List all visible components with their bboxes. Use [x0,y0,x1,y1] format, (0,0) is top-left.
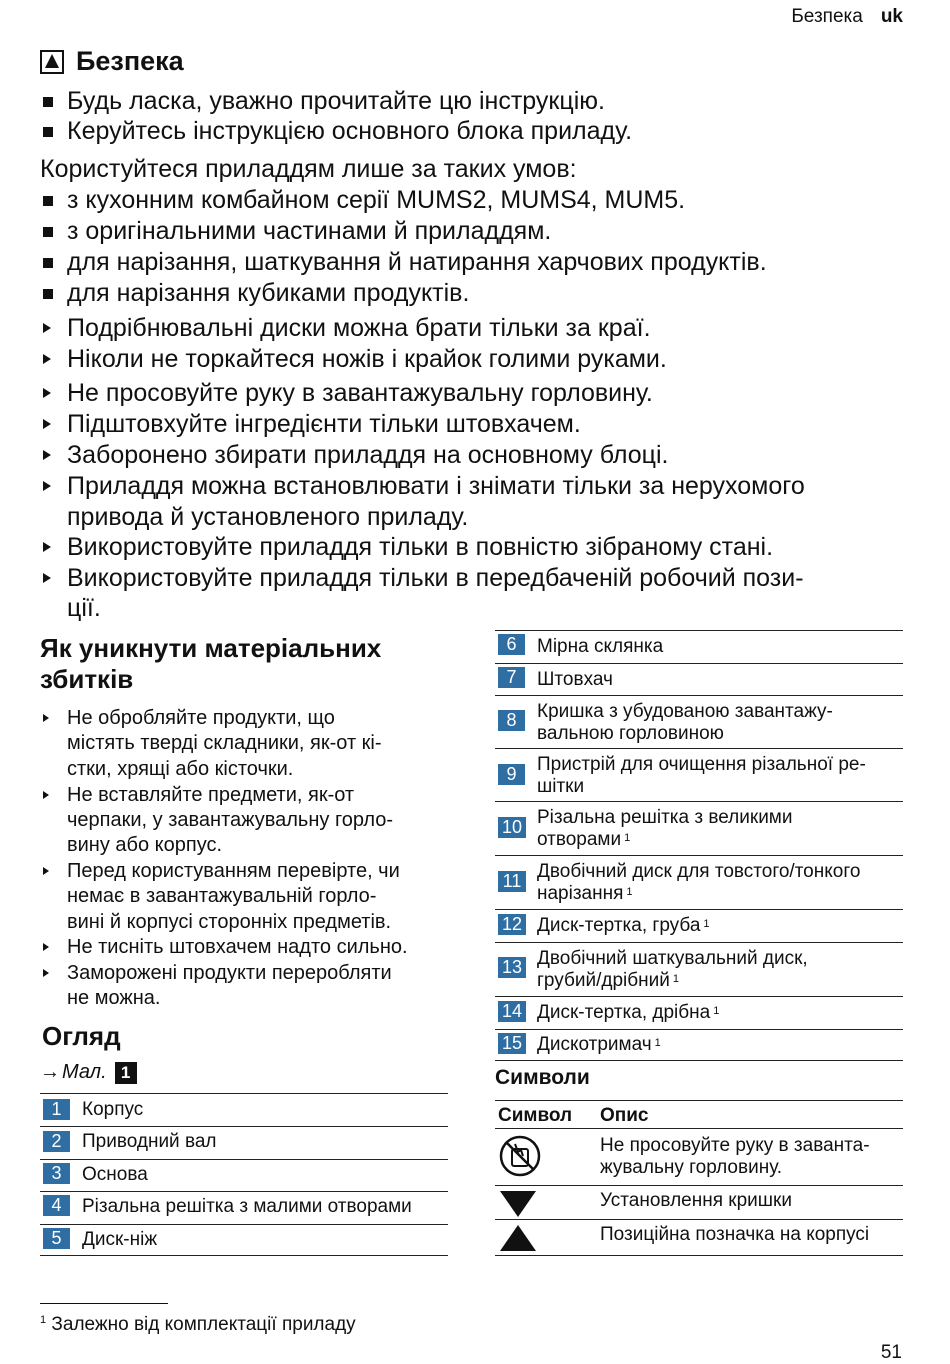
warning-item: Подрібнювальні диски можна брати тільки за краї. [67,314,651,342]
bullet-square-icon [43,97,53,107]
part-label: Корпус [82,1099,144,1120]
bullet-square-icon [43,258,53,268]
warning-icon [40,50,64,74]
table-row [495,1128,903,1185]
damage-line: Заморожені продукти переробляти [67,962,392,984]
part-number: 8 [498,710,525,731]
footnote-divider [40,1303,168,1304]
bullet-square-icon [43,227,53,237]
symbols-title: Символи [495,1066,590,1089]
part-number: 15 [498,1033,526,1054]
warning-item: Підштовхуйте інгредієнти тільки штовхачем. [67,410,581,438]
safety-title-text: Безпека [76,46,184,76]
table-row [495,748,903,801]
part-number: 2 [43,1131,70,1152]
warning-item: Ніколи не торкайтеся ножів і крайок голими руками. [67,345,667,373]
part-label: Диск-ніж [82,1229,158,1250]
footnote-marker: 1 [626,886,633,898]
condition-bullet: з оригінальними частинами й приладдям. [67,217,552,245]
damage-line: Не вставляйте предмети, як-от [67,784,355,806]
symbol-desc: Позиційна позначка на корпусі [600,1224,870,1245]
footnote-marker: 1 [703,918,710,930]
part-label: Штовхач [537,669,613,690]
condition-bullet: для нарізання, шаткування й натирання харчових продуктів. [67,248,767,276]
damage-line: стки, хрящі або кісточки. [67,758,294,780]
header-lang: uk [880,6,903,27]
part-label: Мірна склянка [537,636,664,657]
damage-line: не можна. [67,987,161,1009]
table-row [40,1093,448,1126]
bullet-triangle-icon [43,573,51,583]
table-row [40,1191,448,1224]
part-label-cont: шітки [537,776,585,797]
part-number: 11 [498,871,526,892]
bullet-triangle-icon [43,969,49,977]
damage-title-line1: Як уникнути матеріальних [40,633,382,663]
warning-item: Використовуйте приладдя тільки в передбаченій робочий пози- [67,564,804,592]
damage-line: містять тверді складники, як-от кі- [67,732,382,754]
conditions-intro: Користуйтеся приладдям лише за таких умов: [40,155,577,183]
part-label-cont: вальною горловиною [537,723,724,744]
footnote [40,1314,356,1336]
table-row [495,855,903,909]
part-label: Основа [82,1164,148,1185]
bullet-square-icon [43,127,53,137]
part-label: Різальна решітка з малими отворами [82,1196,412,1217]
footnote-text: Залежно від комплектації приладу [51,1314,356,1335]
part-label: Різальна решітка з великими [537,807,793,828]
bullet-triangle-icon [43,943,49,951]
part-label: Двобічний диск для товстого/тонкого [537,861,861,882]
damage-title-line2: збитків [40,664,134,694]
condition-bullet: з кухонним комбайном серії MUMS2, MUMS4, MUM5. [67,186,686,214]
footnote-marker: 1 [40,1314,47,1326]
overview-title: Огляд [42,1021,121,1051]
arrow-right-icon: → [40,1061,60,1083]
warning-item: Заборонено збирати приладдя на основному блоці. [67,441,669,469]
part-label [537,1002,719,1024]
col-symbol-header: Символ [498,1105,573,1126]
page-number: 51 [880,1342,902,1363]
part-label [537,1034,661,1056]
condition-bullet: для нарізання кубиками продуктів. [67,279,470,307]
damage-line: вину або корпус. [67,834,223,856]
bullet-square-icon [43,196,53,206]
table-row [495,996,903,1029]
part-label-cont [537,883,633,905]
bullet-triangle-icon [43,450,51,460]
footnote-marker: 1 [713,1005,720,1017]
part-number: 1 [43,1099,70,1120]
part-label-cont [537,970,679,992]
bullet-triangle-icon [43,354,51,364]
footnote-marker: 1 [672,973,679,985]
header-section: Безпека [791,6,863,27]
bullet-triangle-icon [43,867,49,875]
warning-item: Використовуйте приладдя тільки в повністю зібраному стані. [67,533,774,561]
safety-bullet: Будь ласка, уважно прочитайте цю інструкцію. [67,87,605,115]
part-label-cont-text: грубий/дрібний [537,970,670,991]
warning-item-cont: привода й установленого приладу. [67,503,469,531]
bullet-triangle-icon [43,481,51,491]
table-row [495,942,903,996]
damage-line: Не обробляйте продукти, що [67,707,335,729]
footnote-marker: 1 [654,1037,661,1049]
bullet-triangle-icon [43,714,49,722]
symbol-desc: Установлення кришки [600,1190,792,1211]
symbol-desc-cont: жувальну горловину. [600,1157,783,1178]
bullet-triangle-icon [43,388,51,398]
bullet-triangle-icon [43,791,49,799]
damage-line: черпаки, у завантажувальну горло- [67,809,394,831]
damage-line: Перед користуванням перевірте, чи [67,860,400,882]
part-number: 3 [43,1163,70,1184]
warning-item: Приладдя можна встановлювати і знімати тільки за нерухомого [67,472,805,500]
part-label-text: Диск-тертка, груба [537,915,701,936]
part-number: 9 [498,764,525,785]
triangle-up-icon [498,1223,538,1253]
part-label: Приводний вал [82,1131,217,1152]
symbol-desc: Не просовуйте руку в заванта- [600,1135,870,1156]
part-label-cont [537,829,630,851]
figure-number-badge: 1 [115,1062,137,1084]
table-row [495,663,903,695]
damage-line: немає в завантажувальній горло- [67,885,377,907]
figure-ref-text: Мал. [62,1061,107,1083]
damage-line: Не тисніть штовхачем надто сильно. [67,936,408,958]
part-label [537,915,710,937]
symbols-table-header [495,1100,903,1128]
footnote-marker: 1 [624,832,631,844]
bullet-triangle-icon [43,419,51,429]
table-row [40,1159,448,1191]
part-number: 14 [498,1001,526,1022]
part-label-cont-text: отворами [537,829,622,850]
bullet-triangle-icon [43,323,51,333]
no-hand-in-chute-icon [498,1134,542,1178]
warning-item-cont: ції. [67,594,101,622]
table-row [40,1126,448,1159]
part-label-cont-text: нарізання [537,883,624,904]
table-row [40,1224,448,1256]
bullet-triangle-icon [43,542,51,552]
part-label-text: Диск-тертка, дрібна [537,1002,711,1023]
col-desc-header: Опис [600,1105,649,1126]
part-number: 7 [498,667,525,688]
part-label: Кришка з убудованою завантажу- [537,701,833,722]
bullet-square-icon [43,289,53,299]
table-row [495,909,903,942]
table-row [495,1029,903,1061]
part-number: 12 [498,914,526,935]
table-row [495,1185,903,1219]
figure-reference [40,1061,137,1084]
table-row [495,801,903,855]
part-label: Двобічний шаткувальний диск, [537,948,808,969]
table-row [495,695,903,748]
triangle-down-icon [498,1189,538,1219]
damage-line: вині й корпусі сторонніх предметів. [67,911,392,933]
table-row [495,630,903,663]
part-number: 4 [43,1195,70,1216]
part-number: 13 [498,957,526,978]
table-row [495,1219,903,1256]
safety-title [40,46,184,77]
page-header [791,6,903,28]
part-label-text: Дискотримач [537,1034,652,1055]
warning-item: Не просовуйте руку в завантажувальну горловину. [67,379,653,407]
part-number: 5 [43,1228,70,1249]
part-number: 10 [498,817,526,838]
part-number: 6 [498,634,525,655]
safety-bullet: Керуйтесь інструкцією основного блока приладу. [67,117,633,145]
part-label: Пристрій для очищення різальної ре- [537,754,866,775]
